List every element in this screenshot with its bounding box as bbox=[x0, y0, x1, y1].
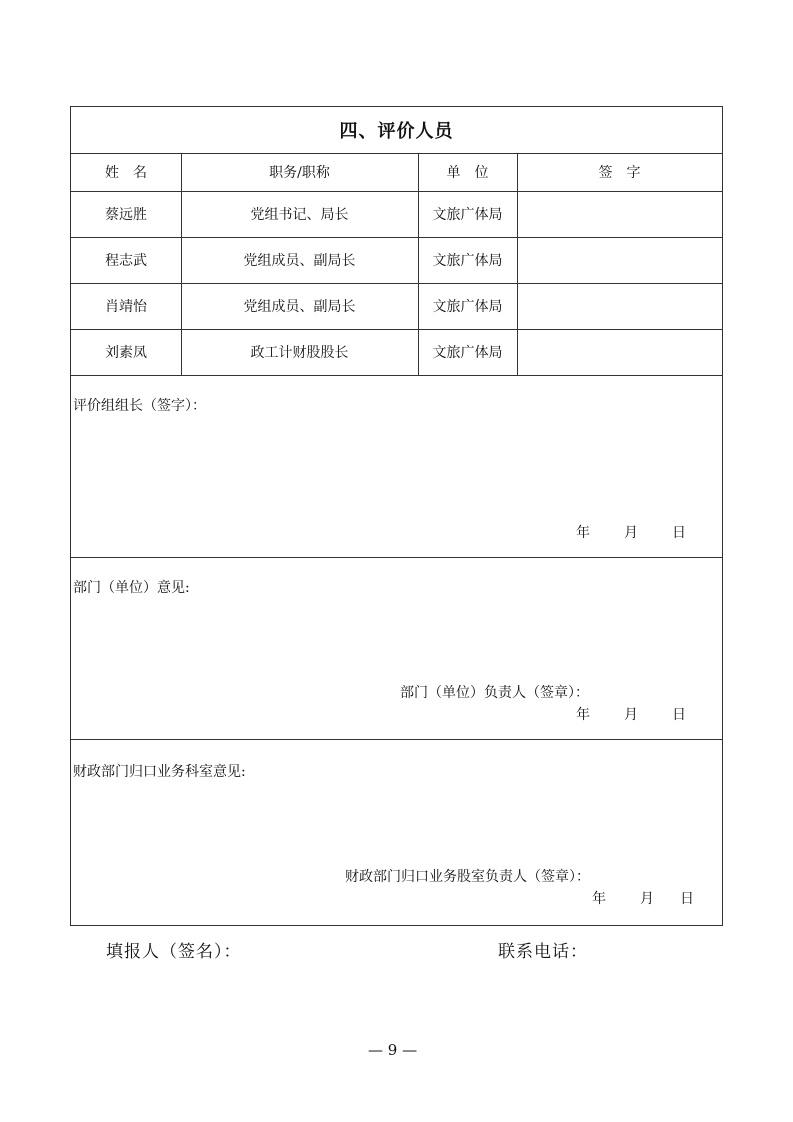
divider bbox=[71, 557, 722, 558]
member-unit: 文旅广体局 bbox=[432, 253, 503, 269]
member-position: 党组成员、副局长 bbox=[243, 299, 356, 315]
member-name: 肖靖怡 bbox=[105, 299, 147, 315]
member-position: 党组书记、局长 bbox=[250, 207, 349, 223]
leader-signature-label: 评价组组长（签字）： bbox=[73, 398, 206, 414]
member-signature-field[interactable] bbox=[517, 283, 722, 329]
leader-date-day: 日 bbox=[672, 525, 686, 541]
finance-opinion-label: 财政部门归口业务科室意见: bbox=[73, 764, 246, 780]
member-name: 刘素凤 bbox=[105, 345, 147, 361]
leader-date-year: 年 bbox=[576, 525, 590, 541]
header-name: 姓 名 bbox=[105, 165, 147, 181]
member-unit: 文旅广体局 bbox=[432, 345, 503, 361]
member-position: 政工计财股股长 bbox=[250, 345, 349, 361]
leader-date-month: 月 bbox=[624, 525, 638, 541]
contact-phone-label: 联系电话： bbox=[498, 942, 588, 962]
member-name: 蔡远胜 bbox=[105, 207, 147, 223]
dept-opinion-label: 部门（单位）意见: bbox=[73, 580, 190, 596]
finance-date-year: 年 bbox=[592, 891, 606, 907]
header-position: 职务/职称 bbox=[269, 165, 330, 181]
dept-date-day: 日 bbox=[672, 707, 686, 723]
dept-signer-label: 部门（单位）负责人（签章）： bbox=[400, 685, 589, 701]
evaluation-form bbox=[70, 106, 723, 926]
member-position: 党组成员、副局长 bbox=[243, 253, 356, 269]
dept-date-year: 年 bbox=[576, 707, 590, 723]
dept-date-month: 月 bbox=[624, 707, 638, 723]
filler-signature-label: 填报人（签名）： bbox=[106, 942, 242, 962]
member-signature-field[interactable] bbox=[517, 191, 722, 237]
finance-date-day: 日 bbox=[680, 891, 694, 907]
divider bbox=[71, 739, 722, 740]
finance-signer-label: 财政部门归口业务股室负责人（签章）： bbox=[345, 869, 590, 885]
section-title: 四、评价人员 bbox=[339, 121, 454, 142]
page-number: — 9 — bbox=[368, 1041, 418, 1059]
member-signature-field[interactable] bbox=[517, 329, 722, 375]
member-unit: 文旅广体局 bbox=[432, 299, 503, 315]
finance-date-month: 月 bbox=[640, 891, 654, 907]
header-unit: 单 位 bbox=[446, 165, 489, 181]
member-signature-field[interactable] bbox=[517, 237, 722, 283]
header-signature: 签 字 bbox=[598, 165, 641, 181]
divider bbox=[71, 375, 722, 376]
member-unit: 文旅广体局 bbox=[432, 207, 503, 223]
member-name: 程志武 bbox=[105, 253, 147, 269]
